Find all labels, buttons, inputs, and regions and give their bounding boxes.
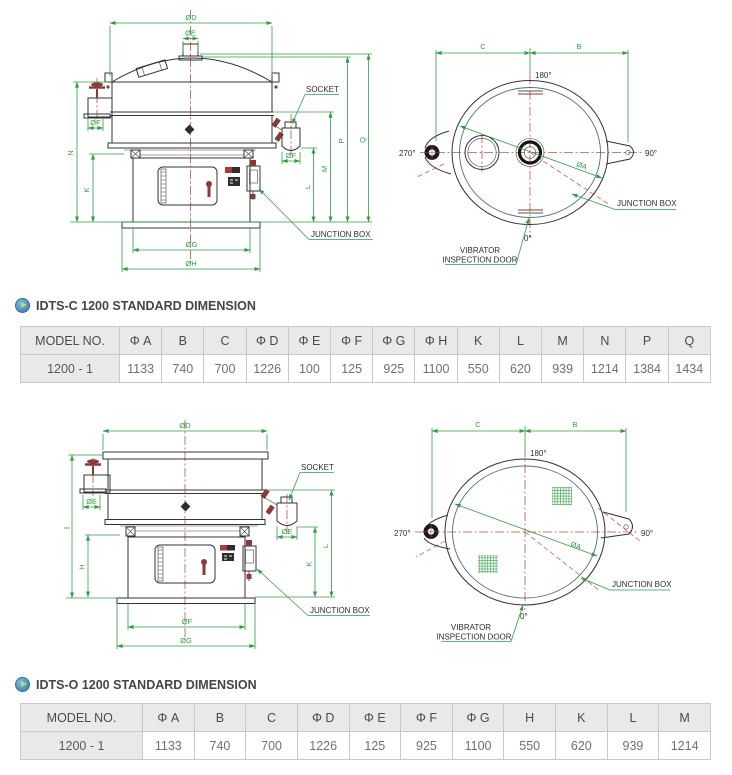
column-header: Φ D <box>297 704 349 732</box>
table-cell: 939 <box>607 732 659 760</box>
junction-box-label: JUNCTION BOX <box>617 199 677 208</box>
table-cell: 700 <box>204 355 246 383</box>
machine-body <box>77 452 297 604</box>
junction-box-label: JUNCTION BOX <box>612 580 672 589</box>
dimension-table-idtsc <box>20 326 711 383</box>
table-cell: 1100 <box>452 732 504 760</box>
angle-90: 90° <box>645 149 658 158</box>
inspection-door <box>158 167 217 205</box>
junction-box <box>247 160 260 200</box>
table-cell: 1214 <box>659 732 711 760</box>
vibrator-label: VIBRATOR <box>459 246 501 255</box>
column-header: Φ G <box>373 327 415 355</box>
angle-180: 180° <box>535 71 552 80</box>
callouts <box>436 578 672 642</box>
table-cell: 100 <box>288 355 330 383</box>
dim-label-k: K <box>304 561 314 567</box>
screen-mesh-patch <box>478 555 498 573</box>
centerlines <box>415 426 640 610</box>
dim-label-of: ØF <box>181 617 193 626</box>
junction-box-label: JUNCTION BOX <box>310 606 370 615</box>
screen-mesh-patch <box>552 487 572 505</box>
column-header: L <box>499 327 541 355</box>
dimensions <box>436 42 628 178</box>
dim-label-oe-left: ØE <box>86 497 97 506</box>
drawing-idtsc-side-view <box>0 0 400 292</box>
centerlines <box>93 420 287 640</box>
dim-label-l: L <box>321 543 330 549</box>
vibrator-label: VIBRATOR <box>450 623 492 632</box>
table-cell: 700 <box>246 732 298 760</box>
dim-label-n: N <box>66 150 75 156</box>
column-header: K <box>457 327 499 355</box>
table-row <box>21 355 711 383</box>
column-header: H <box>504 704 556 732</box>
angle-270: 270° <box>394 529 411 538</box>
column-header: M <box>542 327 584 355</box>
inspection-door-label: INSPECTION DOOR <box>436 632 512 642</box>
table-cell: 1200 - 1 <box>21 355 120 383</box>
dim-label-of-left: ØF <box>90 118 101 127</box>
dim-label-of-right: ØF <box>285 151 297 160</box>
dim-label-oa: ØA <box>569 539 583 552</box>
column-header: Φ A <box>120 327 162 355</box>
dim-label-og: ØG <box>185 240 198 249</box>
dimensions <box>64 421 335 649</box>
name-plates <box>220 545 235 561</box>
table-cell: 1200 - 1 <box>21 732 143 760</box>
dim-label-oe-right: ØE <box>281 527 293 536</box>
dim-label-og: ØG <box>180 636 192 645</box>
table-cell: 1133 <box>143 732 195 760</box>
table-cell: 939 <box>542 355 584 383</box>
dim-label-k: K <box>82 187 91 193</box>
table-cell: 1100 <box>415 355 457 383</box>
table-cell: 1226 <box>297 732 349 760</box>
table-header-row <box>21 704 711 732</box>
table-cell: 550 <box>504 732 556 760</box>
machine-body <box>84 44 300 228</box>
angle-0: 0° <box>520 612 528 621</box>
table-cell: 1384 <box>626 355 668 383</box>
column-header: MODEL NO. <box>21 327 120 355</box>
socket-label: SOCKET <box>301 463 334 472</box>
table-row <box>21 732 711 760</box>
table-cell: 550 <box>457 355 499 383</box>
table-cell: 925 <box>373 355 415 383</box>
table-header-row <box>21 327 711 355</box>
column-header: C <box>246 704 298 732</box>
column-header: B <box>194 704 246 732</box>
column-header: C <box>204 327 246 355</box>
dim-label-q: Q <box>358 137 367 143</box>
dim-label-oe: ØE <box>185 28 196 38</box>
column-header: Φ A <box>143 704 195 732</box>
column-header: Q <box>668 327 710 355</box>
angle-0: 0° <box>524 234 532 243</box>
centerlines <box>97 10 291 264</box>
column-header: Φ F <box>331 327 373 355</box>
dim-label-h: H <box>77 564 87 570</box>
dim-label-c: C <box>475 420 481 429</box>
table-cell: 125 <box>349 732 401 760</box>
section-heading-text: IDTS-O 1200 STANDARD DIMENSION <box>36 677 257 692</box>
column-header: Φ G <box>452 704 504 732</box>
table-cell: 1434 <box>668 355 710 383</box>
dim-label-m: M <box>320 165 329 173</box>
column-header: L <box>607 704 659 732</box>
table-cell: 620 <box>556 732 608 760</box>
column-header: P <box>626 327 668 355</box>
left-outlet-valve <box>80 459 110 493</box>
socket-label: SOCKET <box>306 85 339 94</box>
right-lug <box>601 512 633 538</box>
dim-label-oa: ØA <box>575 159 589 172</box>
dim-label-b: B <box>576 42 582 51</box>
section-heading-text: IDTS-C 1200 STANDARD DIMENSION <box>36 298 256 313</box>
callouts <box>442 194 677 265</box>
dim-label-od: ØD <box>179 421 191 430</box>
table-cell: 740 <box>194 732 246 760</box>
drawing-idtso-side-view <box>0 393 400 675</box>
play-icon <box>15 677 30 692</box>
column-header: MODEL NO. <box>21 704 143 732</box>
table-cell: 1133 <box>120 355 162 383</box>
table-cell: 925 <box>401 732 453 760</box>
junction-box-label: JUNCTION BOX <box>311 230 371 239</box>
drawing-idtsc-top-view <box>392 20 732 290</box>
column-header: K <box>556 704 608 732</box>
callouts <box>257 463 370 616</box>
dim-label-c: C <box>480 42 486 51</box>
dim-label-b: B <box>572 420 578 429</box>
section-heading-idtso <box>15 677 257 692</box>
column-header: Φ H <box>415 327 457 355</box>
angle-270: 270° <box>399 149 416 158</box>
table-cell: 620 <box>499 355 541 383</box>
left-lug <box>425 131 452 174</box>
dim-label-od: ØD <box>185 13 197 22</box>
play-icon <box>15 298 30 313</box>
dimension-table-idtso <box>20 703 711 760</box>
name-plates <box>225 167 240 186</box>
column-header: B <box>162 327 204 355</box>
drawing-idtso-top-view <box>392 398 732 670</box>
angle-90: 90° <box>641 529 654 538</box>
table-cell: 125 <box>331 355 373 383</box>
dim-label-oh: ØH <box>185 259 197 268</box>
table-cell: 1214 <box>584 355 626 383</box>
column-header: Φ D <box>246 327 288 355</box>
column-header: Φ E <box>349 704 401 732</box>
dim-label-l: L <box>303 184 312 190</box>
section-heading-idtsc <box>15 298 256 313</box>
column-header: N <box>584 327 626 355</box>
column-header: M <box>659 704 711 732</box>
inspection-door-label: INSPECTION DOOR <box>442 255 518 265</box>
table-cell: 740 <box>162 355 204 383</box>
dim-label-p: P <box>337 138 346 144</box>
column-header: Φ F <box>401 704 453 732</box>
callouts <box>259 85 373 240</box>
table-cell: 1226 <box>246 355 288 383</box>
angle-180: 180° <box>530 449 547 458</box>
column-header: Φ E <box>288 327 330 355</box>
